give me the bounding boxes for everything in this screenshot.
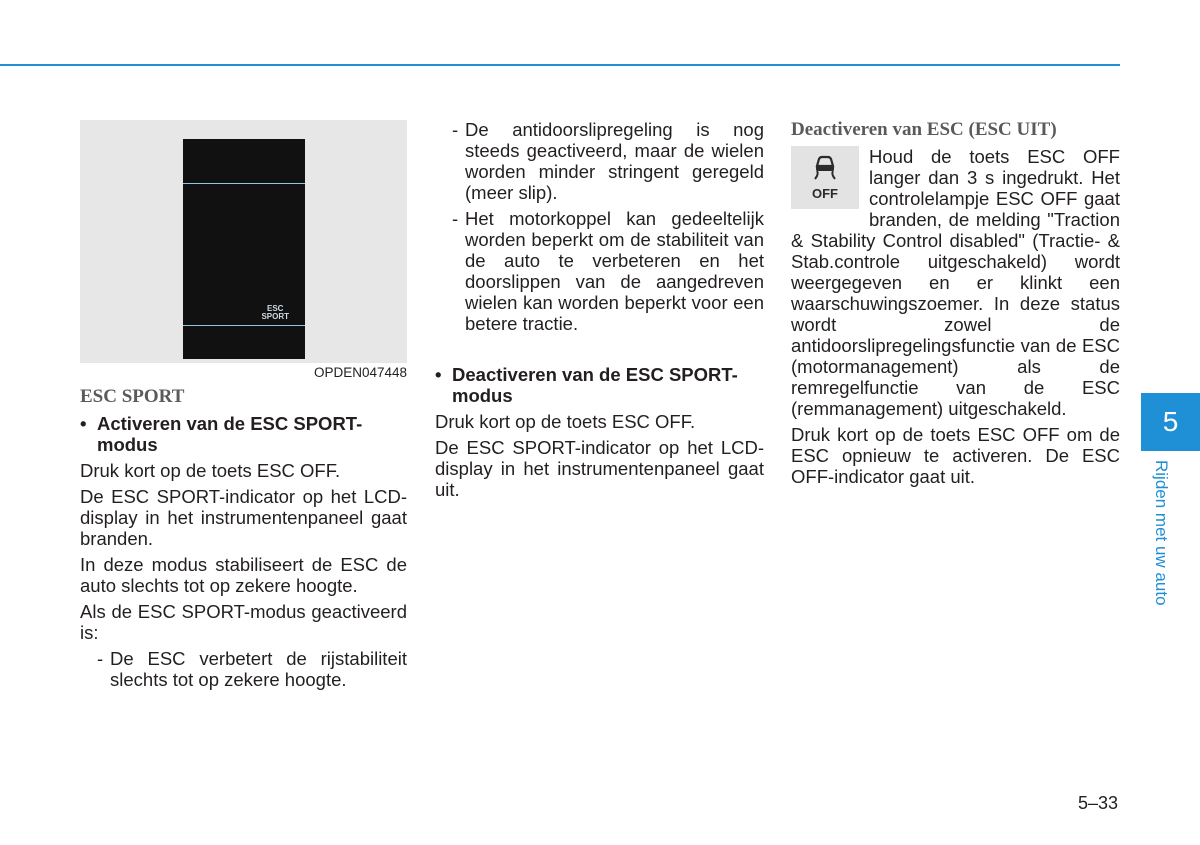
display-divider-top	[183, 183, 305, 184]
figure-code: OPDEN047448	[313, 365, 407, 380]
dash-marker: -	[452, 208, 459, 229]
dash-text: De ESC verbetert de rijstabiliteit slechts tot op zekere hoogte.	[110, 648, 407, 690]
paragraph: Als de ESC SPORT-modus geactiveerd is:	[80, 601, 407, 643]
paragraph: Druk kort op de toets ESC OFF om de ESC opnieuw te activeren. De ESC OFF-indicator gaat uit.	[791, 424, 1120, 487]
dash-list	[97, 648, 407, 690]
column-right	[791, 119, 1120, 487]
dash-marker: -	[97, 648, 104, 669]
dash-text: De antidoorslipregeling is nog steeds geactiveerd, maar de wielen worden minder stringent geregeld (meer slip).	[465, 119, 764, 203]
skid-car-icon	[811, 155, 839, 181]
bullet-marker: •	[80, 413, 87, 434]
bullet-text: Activeren van de ESC SPORT-modus	[97, 413, 363, 455]
column-left	[80, 120, 407, 690]
esc-off-icon	[791, 146, 859, 209]
paragraph: In deze modus stabiliseert de ESC de auto slechts tot op zekere hoogte.	[80, 554, 407, 596]
paragraph: De ESC SPORT-indicator op het LCD-display in het instrumentenpaneel gaat uit.	[435, 437, 764, 500]
paragraph: Druk kort op de toets ESC OFF.	[435, 411, 696, 432]
paragraph: Druk kort op de toets ESC OFF.	[80, 460, 341, 481]
esc-indicator-line2: SPORT	[261, 312, 289, 321]
page-number: 5–33	[1078, 793, 1119, 813]
dash-list	[452, 119, 764, 334]
bullet-activate	[80, 413, 407, 455]
bullet-marker: •	[435, 364, 442, 385]
dash-text: Het motorkoppel kan gedeeltelijk worden beperkt om de stabiliteit van de auto te verbeteren en het doorslippen van de aangedreven wielen kan worden beperkt voor een betere tractie.	[465, 208, 764, 334]
dash-item	[452, 208, 764, 334]
lcd-display	[183, 139, 305, 359]
column-middle	[435, 119, 764, 500]
paragraph: Houd de toets ESC OFF langer dan 3 s ingedrukt. Het controlelampje ESC OFF gaat branden, de melding "Traction & Stability Control disabled" (Tractie- & Stab.controle uitgeschakeld) wordt weergegeven en er klinkt een waarschuwingszoemer. In deze status wordt zowel de antidoorslipregelingsfunctie van de ESC (motormanagement) als de remregelfunctie van de ESC (remmanagement) uitgeschakeld.	[791, 146, 1120, 419]
display-divider-bottom	[183, 325, 305, 326]
chapter-tab: 5	[1141, 393, 1200, 451]
bullet-text: Deactiveren van de ESC SPORT-modus	[452, 364, 738, 406]
chapter-title: Rijden met uw auto	[1152, 460, 1171, 606]
section-heading-esc-sport: ESC SPORT	[80, 386, 185, 407]
header-rule	[0, 64, 1120, 66]
esc-indicator-line1: ESC	[266, 304, 284, 313]
section-heading-esc-off: Deactiveren van ESC (ESC UIT)	[791, 119, 1057, 140]
esc-sport-display-figure	[80, 120, 407, 363]
dash-item	[452, 119, 764, 203]
bullet-deactivate	[435, 364, 764, 406]
esc-sport-indicator	[261, 305, 289, 321]
esc-off-label: OFF	[812, 186, 838, 201]
dash-marker: -	[452, 119, 459, 140]
dash-item	[97, 648, 407, 690]
paragraph: De ESC SPORT-indicator op het LCD-display in het instrumentenpaneel gaat branden.	[80, 486, 407, 549]
